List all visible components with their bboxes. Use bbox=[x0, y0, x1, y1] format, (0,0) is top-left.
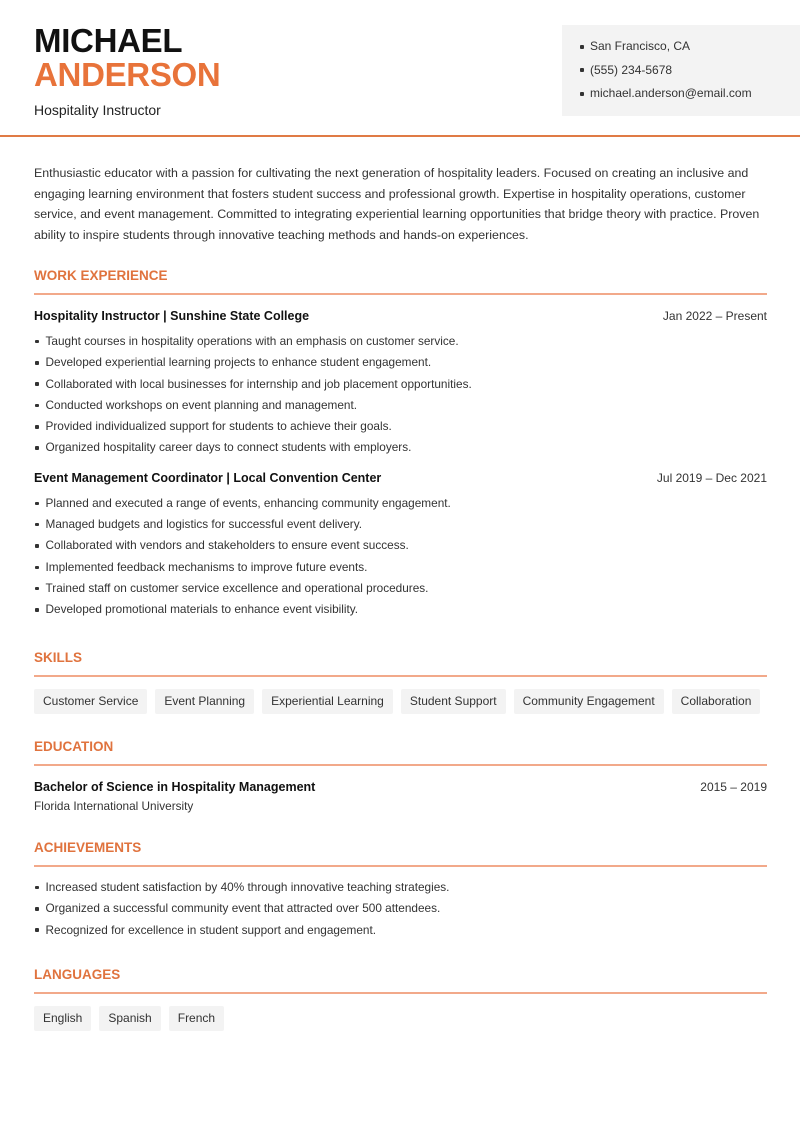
bullet-icon bbox=[35, 566, 39, 570]
skill-tag: Experiential Learning bbox=[262, 689, 393, 714]
bullet-icon bbox=[35, 928, 39, 932]
bullet-icon bbox=[35, 907, 39, 911]
language-tag: French bbox=[169, 1006, 224, 1031]
contact-email bbox=[580, 82, 800, 106]
bullet-text: Developed promotional materials to enhance event visibility. bbox=[45, 602, 359, 617]
list-item bbox=[34, 352, 767, 373]
language-tag: English bbox=[34, 1006, 91, 1031]
bullet-icon bbox=[580, 92, 584, 96]
bullet-icon bbox=[35, 361, 39, 365]
job-title: Hospitality Instructor bbox=[34, 102, 161, 118]
bullet-text: Increased student satisfaction by 40% through innovative teaching strategies. bbox=[45, 880, 450, 894]
contact-phone bbox=[580, 59, 800, 83]
section-title: WORK EXPERIENCE bbox=[34, 267, 767, 295]
section-skills bbox=[34, 649, 767, 714]
bullet-icon bbox=[35, 587, 39, 591]
section-title: SKILLS bbox=[34, 649, 767, 677]
bullet-text: Managed budgets and logistics for successful event delivery. bbox=[45, 517, 363, 532]
summary: Enthusiastic educator with a passion for cultivating the next generation of hospitality leaders. Focused on creating an inclusive and engaging learning environment that fosters student success and professional growth. Expertise in hospitality operations, customer service, and event management. Committed to integrating experiential learning opportunities that bridge theory with practice. Proven ability to inspire students through innovative teaching methods and hands-on experiences. bbox=[34, 166, 760, 242]
contact-location-text: San Francisco, CA bbox=[590, 39, 691, 53]
contact-location bbox=[580, 35, 800, 59]
job-heading: Hospitality Instructor | Sunshine State College bbox=[34, 309, 310, 323]
list-item bbox=[34, 920, 767, 941]
section-education bbox=[34, 738, 767, 813]
list-item bbox=[34, 599, 767, 620]
section-work-experience bbox=[34, 267, 767, 621]
job-bullets bbox=[34, 331, 767, 459]
list-item bbox=[34, 331, 767, 352]
resume-header bbox=[0, 0, 800, 137]
skill-tag: Community Engagement bbox=[514, 689, 664, 714]
job-dates: Jul 2019 – Dec 2021 bbox=[656, 470, 767, 485]
skill-tag: Event Planning bbox=[155, 689, 254, 714]
list-item bbox=[34, 877, 767, 898]
bullet-icon bbox=[35, 446, 39, 450]
contact-email-text: michael.anderson@email.com bbox=[590, 86, 752, 100]
section-title: LANGUAGES bbox=[34, 966, 767, 994]
bullet-text: Recognized for excellence in student support and engagement. bbox=[45, 922, 377, 937]
bullet-icon bbox=[35, 544, 39, 548]
contact-box bbox=[562, 25, 800, 116]
list-item bbox=[34, 535, 767, 556]
language-tags bbox=[34, 1006, 767, 1031]
bullet-text: Taught courses in hospitality operations with an emphasis on customer service. bbox=[45, 334, 459, 348]
education-header bbox=[34, 778, 767, 796]
section-title: ACHIEVEMENTS bbox=[34, 839, 767, 867]
job-header bbox=[34, 469, 767, 487]
bullet-icon bbox=[35, 404, 39, 408]
bullet-icon bbox=[35, 608, 39, 612]
bullet-text: Developed experiential learning projects to enhance student engagement. bbox=[45, 355, 432, 370]
bullet-icon bbox=[580, 68, 584, 72]
contact-phone-text: (555) 234-5678 bbox=[590, 62, 673, 77]
list-item bbox=[34, 416, 767, 437]
bullet-icon bbox=[35, 502, 39, 506]
bullet-text: Planned and executed a range of events, enhancing community engagement. bbox=[45, 495, 451, 510]
school: Florida International University bbox=[34, 799, 194, 813]
name-block bbox=[34, 24, 220, 118]
bullet-text: Organized a successful community event that attracted over 500 attendees. bbox=[45, 901, 441, 916]
skill-tag: Customer Service bbox=[34, 689, 147, 714]
list-item bbox=[34, 898, 767, 919]
bullet-icon bbox=[35, 886, 39, 890]
bullet-text: Provided individualized support for students to achieve their goals. bbox=[45, 419, 392, 434]
skill-tag: Collaboration bbox=[672, 689, 761, 714]
section-achievements bbox=[34, 839, 767, 941]
bullet-text: Collaborated with local businesses for internship and job placement opportunities. bbox=[45, 376, 472, 391]
last-name: ANDERSON bbox=[34, 56, 221, 93]
bullet-icon bbox=[580, 45, 584, 49]
bullet-text: Conducted workshops on event planning and management. bbox=[45, 397, 358, 412]
list-item bbox=[34, 557, 767, 578]
list-item bbox=[34, 395, 767, 416]
skill-tag: Student Support bbox=[401, 689, 506, 714]
bullet-icon bbox=[35, 382, 39, 386]
first-name: MICHAEL bbox=[34, 22, 183, 59]
bullet-text: Collaborated with vendors and stakeholders to ensure event success. bbox=[45, 538, 409, 553]
language-tag: Spanish bbox=[99, 1006, 160, 1031]
bullet-text: Implemented feedback mechanisms to improve future events. bbox=[45, 559, 368, 574]
list-item bbox=[34, 493, 767, 514]
education-years: 2015 – 2019 bbox=[700, 780, 767, 794]
degree: Bachelor of Science in Hospitality Management bbox=[34, 780, 316, 794]
job-bullets bbox=[34, 493, 767, 621]
list-item bbox=[34, 374, 767, 395]
section-languages bbox=[34, 966, 767, 1031]
bullet-icon bbox=[35, 425, 39, 429]
list-item bbox=[34, 437, 767, 458]
bullet-icon bbox=[35, 523, 39, 527]
job-dates: Jan 2022 – Present bbox=[662, 309, 767, 323]
bullet-text: Organized hospitality career days to connect students with employers. bbox=[45, 440, 412, 455]
list-item bbox=[34, 514, 767, 535]
bullet-text: Trained staff on customer service excellence and operational procedures. bbox=[45, 580, 429, 595]
list-item bbox=[34, 578, 767, 599]
job-heading: Event Management Coordinator | Local Convention Center bbox=[34, 470, 382, 485]
job-header bbox=[34, 307, 767, 325]
skills-tags bbox=[34, 689, 767, 714]
bullet-icon bbox=[35, 340, 39, 344]
section-title: EDUCATION bbox=[34, 738, 767, 766]
achievement-list bbox=[34, 877, 767, 941]
